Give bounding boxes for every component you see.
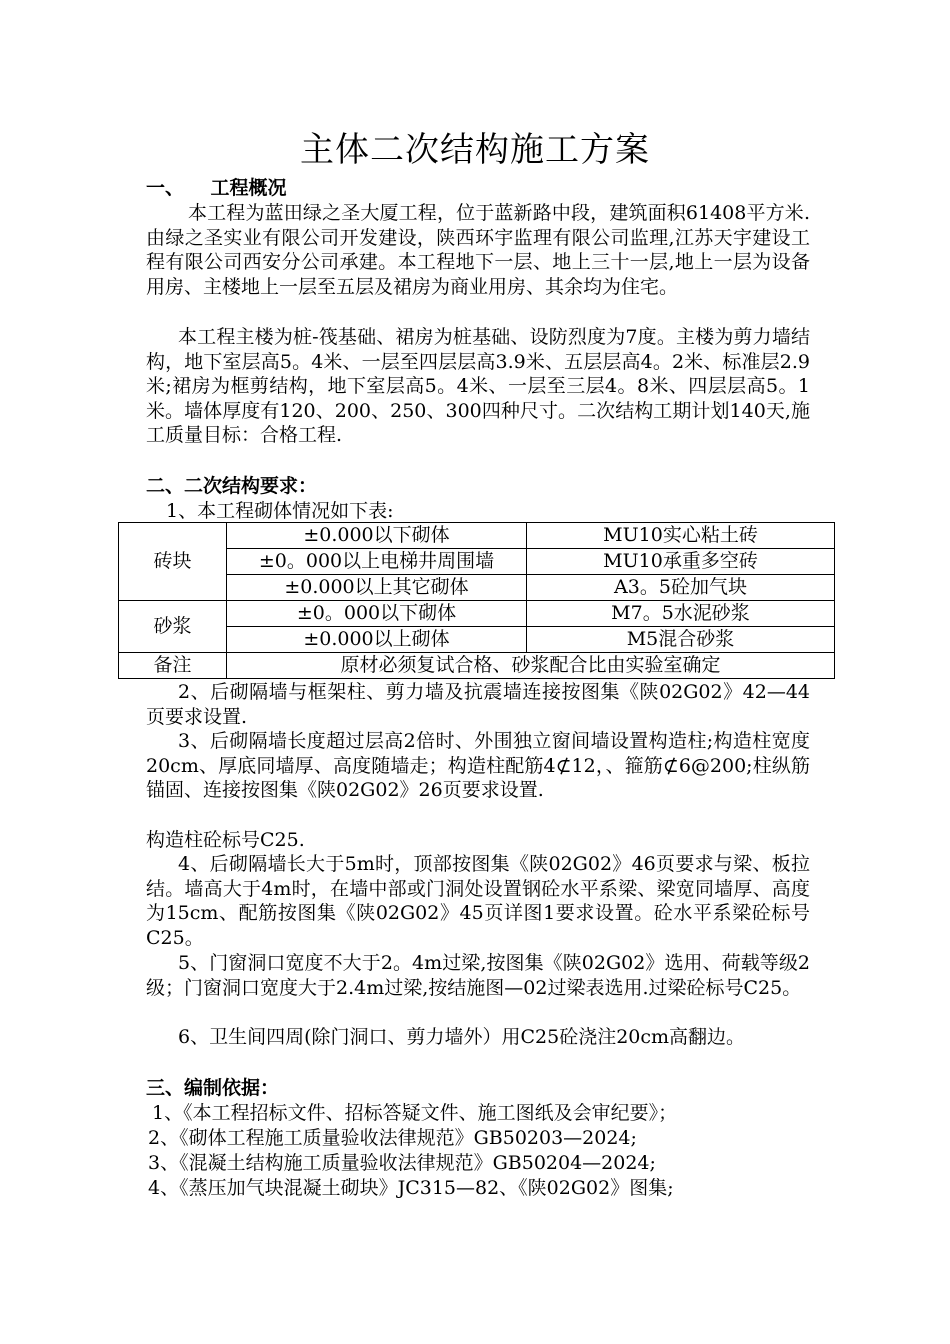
- requirement-3: 3、后砌隔墙长度超过层高2倍时、外围独立窗间墙设置构造柱;构造柱宽度20cm、厚底同墙厚、高度随墙走；构造柱配筋4⊄12，、箍筋⊄6@200;柱纵筋锚固、连接按图集《陕02G02》26页要求设置.: [146, 730, 810, 802]
- document-title: 主体二次结构施工方案: [300, 130, 650, 170]
- table-row: [119, 601, 835, 627]
- section-2-heading: 二、二次结构要求：: [146, 475, 318, 497]
- table-cell: ±0。000以下砌体: [227, 601, 527, 627]
- table-cell: MU10承重多空砖: [527, 549, 835, 575]
- table-cell: ±0.000以上其它砌体: [227, 575, 527, 601]
- requirement-5: 5、门窗洞口宽度不大于2。4m过梁,按图集《陕02G02》选用、荷载等级2级；门窗洞口宽度大于2.4m过梁,按结施图—02过梁表选用.过梁砼标号C25。: [146, 952, 810, 999]
- brick-label: 砖块: [119, 523, 227, 601]
- note-label: 备注: [119, 653, 227, 679]
- reference-item: 2、《砌体工程施工质量验收法律规范》GB50203—2024;: [148, 1127, 637, 1149]
- requirement-6: 6、卫生间四周(除门洞口、剪力墙外）用C25砼浇注20cm高翻边。: [178, 1026, 746, 1048]
- note-text: 原材必须复试合格、砂浆配合比由实验室确定: [227, 653, 835, 679]
- table-cell: MU10实心粘土砖: [527, 523, 835, 549]
- table-row: [119, 627, 835, 653]
- table-row: [119, 523, 835, 549]
- mortar-label: 砂浆: [119, 601, 227, 653]
- table-cell: M5混合砂浆: [527, 627, 835, 653]
- requirement-1: 1、本工程砌体情况如下表:: [166, 500, 394, 522]
- table-cell: ±0。000以上电梯井周围墙: [227, 549, 527, 575]
- table-cell: ±0.000以上砌体: [227, 627, 527, 653]
- section-3-heading: 三、编制依据：: [146, 1077, 280, 1099]
- reference-item: 4、《蒸压加气块混凝土砌块》JC315—82、《陕02G02》图集;: [148, 1177, 674, 1199]
- table-row: [119, 653, 835, 679]
- overview-paragraph-1: 本工程为蓝田绿之圣大厦工程，位于蓝新路中段，建筑面积61408平方米.由绿之圣实业有限公司开发建设，陕西环宇监理有限公司监理,江苏天宇建设工程有限公司西安分公司承建。本工程地下一层、地上三十一层,地上一层为设备用房、主楼地上一层至五层及裙房为商业用房、其余均为住宅。: [146, 202, 810, 298]
- table-row: [119, 575, 835, 601]
- table-cell: M7。5水泥砂浆: [527, 601, 835, 627]
- reference-item: 1、《本工程招标文件、招标答疑文件、施工图纸及会审纪要》；: [152, 1102, 678, 1124]
- table-row: [119, 549, 835, 575]
- requirement-2: 2、后砌隔墙与框架柱、剪力墙及抗震墙连接按图集《陕02G02》42—44页要求设置.: [146, 681, 810, 728]
- table-cell: A3。5砼加气块: [527, 575, 835, 601]
- masonry-table: [118, 522, 835, 679]
- reference-item: 3、《混凝土结构施工质量验收法律规范》GB50204—2024;: [148, 1152, 656, 1174]
- section-1-heading: 一、 工程概况: [146, 177, 287, 199]
- requirement-3-concrete: 构造柱砼标号C25.: [146, 829, 305, 851]
- table-cell: ±0.000以下砌体: [227, 523, 527, 549]
- overview-paragraph-2: 本工程主楼为桩-筏基础、裙房为桩基础、设防烈度为7度。主楼为剪力墙结构，地下室层高5。4米、一层至四层层高3.9米、五层层高4。2米、标准层2.9米;裙房为框剪结构，地下室层高5。4米、一层至三层4。8米、四层层高5。1米。墙体厚度有120、200、250、300四种尺寸。二次结构工期计划140天,施工质量目标：合格工程.: [146, 326, 810, 447]
- requirement-4: 4、后砌隔墙长大于5m时，顶部按图集《陕02G02》46页要求与梁、板拉结。墙高大于4m时，在墙中部或门洞处设置钢砼水平系梁、梁宽同墙厚、高度为15cm、配筋按图集《陕02G02》45页详图1要求设置。砼水平系梁砼标号C25。: [146, 853, 810, 949]
